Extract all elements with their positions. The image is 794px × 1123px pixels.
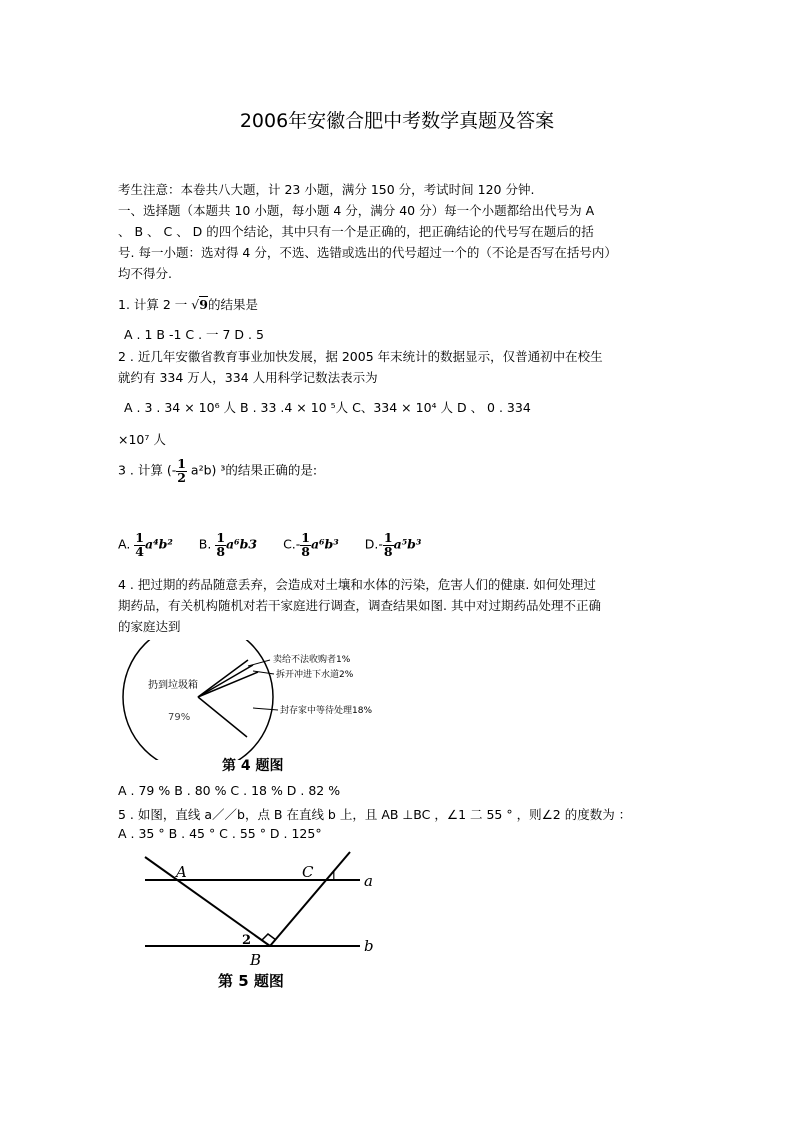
question-2-options: A . 3 . 34 × 10⁶ 人 B . 33 .4 × 10 ⁵人 C、334 × 10⁴ 人 D 、 0 . 334: [124, 400, 531, 415]
text-label: C.: [283, 536, 296, 552]
pie-label: 卖给不法收购者1%: [273, 655, 351, 665]
option-d: [365, 532, 422, 558]
option-a: [118, 532, 173, 558]
question-4: 期药品，有关机构随机对若干家庭进行调查，调查结果如图. 其中对过期药品处理不正确: [118, 598, 601, 613]
text-label: D.: [364, 536, 379, 552]
figure-4-caption: 第 4 题图: [222, 758, 284, 774]
text-label: 8: [301, 543, 310, 559]
question-4-options: A . 79 % B . 80 % C . 18 % D . 82 %: [118, 783, 341, 798]
text-label: b: [364, 937, 374, 955]
segment-ab: [145, 857, 270, 946]
section-instructions: 、 B 、 C 、 D 的四个结论，其中只有一个是正确的，把正确结论的代号写在题后的括: [118, 224, 594, 239]
text-label: 8: [216, 543, 226, 559]
text-label: 1: [301, 530, 310, 545]
text-label: 1: [216, 530, 226, 545]
section-instructions: 号. 每一小题：选对得 4 分，不选、选错或选出的代号超过一个的（不论是否写在括号内）: [118, 245, 617, 260]
question-5-options: A . 35 ° B . 45 ° C . 55 ° D . 125°: [118, 826, 322, 841]
right-angle-mark: [262, 934, 276, 940]
question-2: 就约有 334 万人，334 人用科学记数法表示为: [118, 370, 378, 385]
text-label: 4: [135, 543, 144, 559]
pie-slice-edge: [198, 672, 258, 697]
pie-circle: [123, 640, 273, 760]
text-label: 1: [330, 869, 338, 883]
text-label: 1: [383, 530, 393, 545]
text-label: 2: [177, 469, 186, 485]
text-label: a⁴b²: [145, 536, 173, 552]
text-label: a: [364, 872, 373, 890]
text-label: 1. 计算 2 一: [118, 297, 188, 312]
text-label: 8: [383, 543, 393, 559]
text-label: a⁶b3: [226, 536, 258, 552]
text-label: 3 . 计算 (-: [118, 462, 177, 478]
question-4: 4 . 把过期的药品随意丢弃，会造成对土壤和水体的污染，危害人们的健康. 如何处理过: [118, 577, 596, 592]
option-c: [283, 532, 339, 558]
question-2: 2 . 近几年安徽省教育事业加快发展，据 2005 年末统计的数据显示，仅普通初中在校生: [118, 349, 603, 364]
text-label: 9: [199, 297, 208, 312]
question-1: 1. 计算 2 一 √9的结果是: [118, 297, 258, 312]
text-label: A.: [118, 536, 131, 552]
figure-5-caption: 第 5 题图: [218, 972, 284, 990]
question-5: 5 . 如图，直线 a／／b，点 B 在直线 b 上，且 AB ⊥BC ，∠1 二 55 ° ，则∠2 的度数为 ：: [118, 807, 632, 822]
option-b: [199, 532, 257, 558]
leader-line: [253, 708, 278, 710]
text-label: -: [295, 536, 301, 552]
pie-label: 封存家中等待处理18%: [280, 706, 373, 716]
text-label: 2: [242, 933, 252, 948]
text-label: a⁵b³: [393, 536, 422, 552]
question-4: 的家庭达到: [118, 619, 181, 634]
notice: 考生注意：本卷共八大题，计 23 小题，满分 150 分，考试时间 120 分钟.: [118, 182, 535, 197]
question-2-options-cont: ×10⁷ 人: [118, 432, 166, 447]
text-label: B: [250, 951, 262, 969]
text-label: a⁶b³: [310, 536, 339, 552]
text-label: B.: [198, 536, 212, 552]
question-3: [118, 458, 317, 484]
pie-chart-figure: [110, 640, 410, 760]
pie-main-label: 扔到垃圾箱: [148, 680, 198, 691]
text-label: 1: [135, 530, 144, 545]
pie-slice-edge: [198, 697, 247, 737]
page-title: 2006年安徽合肥中考数学真题及答案: [239, 110, 555, 132]
text-label: 1: [177, 456, 186, 471]
text-label: A: [176, 863, 187, 881]
section-instructions: 均不得分.: [118, 266, 172, 281]
section-instructions: 一、选择题（本题共 10 小题，每小题 4 分，满分 40 分）每一个小题都给出代号为 A: [118, 203, 595, 218]
text-label: 的结果是: [207, 297, 258, 312]
pie-main-value: 79%: [168, 712, 191, 723]
text-label: -: [378, 536, 383, 552]
question-3-options: [118, 532, 421, 558]
question-1-options: A . 1 B -1 C . 一 7 D . 5: [124, 327, 264, 342]
text-label: C: [302, 863, 314, 881]
pie-label: 拆开冲进下水道2%: [276, 670, 354, 680]
geometry-figure: [110, 850, 390, 990]
pie-slice-edge: [198, 665, 253, 697]
text-label: a²b) ³的结果正确的是:: [190, 462, 318, 478]
